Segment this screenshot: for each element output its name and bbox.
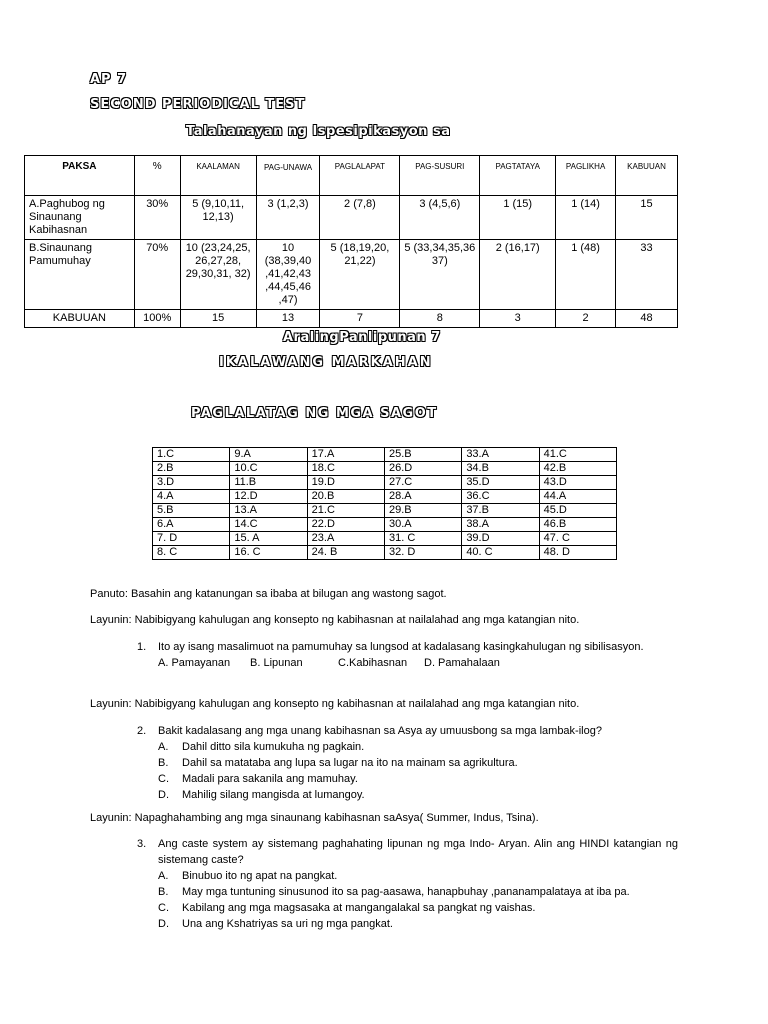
option[interactable]: A. Pamayanan [158, 657, 231, 669]
answer-key-table [152, 447, 617, 560]
option-text: Dahil sa matataba ang lupa sa lugar na ito na mainam sa agrikultura. [182, 757, 518, 769]
table-cell: 3.D [153, 476, 230, 490]
table-cell: 13 [256, 310, 320, 328]
table-cell: 46.B [539, 518, 616, 532]
table-cell: 42.B [539, 462, 616, 476]
question-number: 2. [137, 725, 147, 737]
option[interactable]: D. Pamahalaan [424, 657, 500, 669]
table-cell: 26.D [384, 462, 461, 476]
table-cell: 29.B [384, 504, 461, 518]
table-cell: 2 [556, 310, 616, 328]
subject-code: AP 7 [90, 72, 128, 87]
option-text: Mahilig silang mangisda at lumangoy. [182, 789, 365, 801]
table-cell: 2.B [153, 462, 230, 476]
option[interactable] [158, 771, 678, 787]
table-cell: 2 (7,8) [320, 196, 400, 240]
table-cell: 36.C [462, 490, 539, 504]
test-title: SECOND PERIODICAL TEST [90, 97, 306, 112]
table-cell: 9.A [230, 448, 307, 462]
column-header: KABUUAN [616, 156, 678, 196]
table-cell: 7. D [153, 532, 230, 546]
table-cell: 22.D [307, 518, 384, 532]
column-header: PAGTATAYA [480, 156, 556, 196]
option[interactable] [158, 916, 678, 932]
table-cell: 5 (33,34,35,36 37) [400, 240, 480, 310]
table-cell: 1.C [153, 448, 230, 462]
table-cell: 33 [616, 240, 678, 310]
option[interactable]: B. Lipunan [250, 657, 303, 669]
option[interactable] [158, 787, 678, 803]
table-cell: 3 [480, 310, 556, 328]
table-cell: 38.A [462, 518, 539, 532]
option-text: Madali para sakanila ang mamuhay. [182, 773, 358, 785]
table-cell: 3 (4,5,6) [400, 196, 480, 240]
table-cell: 16. C [230, 546, 307, 560]
table-cell: 100% [134, 310, 180, 328]
table-row [153, 476, 617, 490]
table-cell: 3 (1,2,3) [256, 196, 320, 240]
table-cell: 27.C [384, 476, 461, 490]
table-cell: 10 (23,24,25, 26,27,28, 29,30,31, 32) [180, 240, 256, 310]
option[interactable]: C.Kabihasnan [338, 657, 408, 669]
table-cell: 2 (16,17) [480, 240, 556, 310]
table-cell: 30.A [384, 518, 461, 532]
table-row [153, 546, 617, 560]
table-cell: 1 (48) [556, 240, 616, 310]
question-number: 3. [137, 838, 147, 850]
option[interactable] [158, 739, 678, 755]
column-header: PAKSA [25, 156, 135, 196]
column-header: PAGLIKHA [556, 156, 616, 196]
table-cell: 24. B [307, 546, 384, 560]
table-cell: 7 [320, 310, 400, 328]
option-letter: C. [158, 902, 169, 914]
table-cell: 43.D [539, 476, 616, 490]
option-text: May mga tuntuning sinusunod ito sa pag-aasawa, hanapbuhay ,pananampalataya at iba pa. [182, 886, 630, 898]
table-cell: 37.B [462, 504, 539, 518]
table-cell: 8. C [153, 546, 230, 560]
table-title: Talahanayan ng Ispesipikasyon sa [186, 124, 451, 139]
option-text: Binubuo ito ng apat na pangkat. [182, 870, 338, 882]
table-cell: A.Paghubog ng Sinaunang Kabihasnan [25, 196, 135, 240]
table-cell: 14.C [230, 518, 307, 532]
table-row [153, 462, 617, 476]
table-cell: 13.A [230, 504, 307, 518]
table-cell: 15. A [230, 532, 307, 546]
option-text: Una ang Kshatriyas sa uri ng mga pangkat. [182, 918, 393, 930]
question-text: Bakit kadalasang ang mga unang kabihasnan sa Asya ay umuusbong sa mga lambak-ilog? [158, 725, 602, 737]
column-header: PAGLALAPAT [320, 156, 400, 196]
table-cell: 10.C [230, 462, 307, 476]
option-letter: D. [158, 918, 169, 930]
table-cell: 15 [180, 310, 256, 328]
objective: Layunin: Napaghahambing ang mga sinaunang kabihasnan saAsya( Summer, Indus, Tsina). [90, 812, 539, 824]
table-cell: 30% [134, 196, 180, 240]
option[interactable] [158, 900, 678, 916]
column-header: % [134, 156, 180, 196]
table-cell: 48. D [539, 546, 616, 560]
table-cell: 47. C [539, 532, 616, 546]
objective: Layunin: Nabibigyang kahulugan ang konsepto ng kabihasnan at nailalahad ang mga katangian nito. [90, 698, 580, 710]
subject-title: AralingPanlipunan 7 [283, 330, 441, 345]
question [137, 723, 678, 803]
table-cell: 45.D [539, 504, 616, 518]
table-row [153, 504, 617, 518]
table-cell: KABUUAN [25, 310, 135, 328]
table-cell: 17.A [307, 448, 384, 462]
question-text: Ang caste system ay sistemang paghahating lipunan ng mga Indo- Aryan. Alin ang HINDI katangian ng sistemang caste? [158, 838, 678, 866]
option-letter: A. [158, 741, 169, 753]
option[interactable] [158, 884, 678, 900]
column-header: KAALAMAN [180, 156, 256, 196]
column-header: PAG-SUSURI [400, 156, 480, 196]
option-letter: B. [158, 886, 169, 898]
table-cell: 4.A [153, 490, 230, 504]
option-text: Kabilang ang mga magsasaka at mangangalakal sa pangkat ng vaishas. [182, 902, 536, 914]
table-cell: 28.A [384, 490, 461, 504]
table-of-specifications [24, 155, 678, 328]
table-cell: 33.A [462, 448, 539, 462]
question-number: 1. [137, 641, 147, 653]
table-cell: 15 [616, 196, 678, 240]
table-cell: 44.A [539, 490, 616, 504]
table-row [25, 196, 678, 240]
question-text: Ito ay isang masalimuot na pamumuhay sa lungsod at kadalasang kasingkahulugan ng sibilisasyon. [158, 641, 644, 653]
instructions: Panuto: Basahin ang katanungan sa ibaba at bilugan ang wastong sagot. [90, 588, 447, 600]
option-letter: A. [158, 870, 169, 882]
table-row [153, 518, 617, 532]
objective: Layunin: Nabibigyang kahulugan ang konsepto ng kabihasnan at nailalahad ang mga katangian nito. [90, 614, 580, 626]
question [137, 639, 678, 671]
table-cell: 19.D [307, 476, 384, 490]
table-cell: 25.B [384, 448, 461, 462]
table-cell: 18.C [307, 462, 384, 476]
option-letter: B. [158, 757, 169, 769]
option-text: Dahil ditto sila kumukuha ng pagkain. [182, 741, 365, 753]
table-cell: 32. D [384, 546, 461, 560]
option[interactable] [158, 755, 678, 771]
table-cell: 31. C [384, 532, 461, 546]
table-row [153, 532, 617, 546]
table-cell: 1 (14) [556, 196, 616, 240]
table-cell: 5 (9,10,11, 12,13) [180, 196, 256, 240]
table-row [153, 490, 617, 504]
table-cell: 48 [616, 310, 678, 328]
table-cell: 5.B [153, 504, 230, 518]
table-cell: 8 [400, 310, 480, 328]
table-cell: 12.D [230, 490, 307, 504]
table-row [153, 448, 617, 462]
table-cell: 39.D [462, 532, 539, 546]
table-cell: 20.B [307, 490, 384, 504]
question [137, 836, 678, 932]
answer-key-title: PAGLALATAG NG MGA SAGOT [191, 406, 438, 421]
table-cell: 23.A [307, 532, 384, 546]
table-cell: 1 (15) [480, 196, 556, 240]
table-cell: 34.B [462, 462, 539, 476]
table-cell: 70% [134, 240, 180, 310]
table-row [25, 240, 678, 310]
table-cell: 21.C [307, 504, 384, 518]
table-cell: 11.B [230, 476, 307, 490]
table-cell: B.Sinaunang Pamumuhay [25, 240, 135, 310]
option[interactable] [158, 868, 678, 884]
table-cell: 6.A [153, 518, 230, 532]
option-list [158, 655, 678, 671]
table-cell: 10 (38,39,40 ,41,42,43 ,44,45,46 ,47) [256, 240, 320, 310]
table-cell: 35.D [462, 476, 539, 490]
option-letter: D. [158, 789, 169, 801]
table-cell: 41.C [539, 448, 616, 462]
table-cell: 40. C [462, 546, 539, 560]
column-header: PAG-UNAWA [256, 156, 320, 196]
option-letter: C. [158, 773, 169, 785]
table-cell: 5 (18,19,20, 21,22) [320, 240, 400, 310]
table-row-total [25, 310, 678, 328]
quarter-title: IKALAWANG MARKAHAN [219, 355, 433, 370]
